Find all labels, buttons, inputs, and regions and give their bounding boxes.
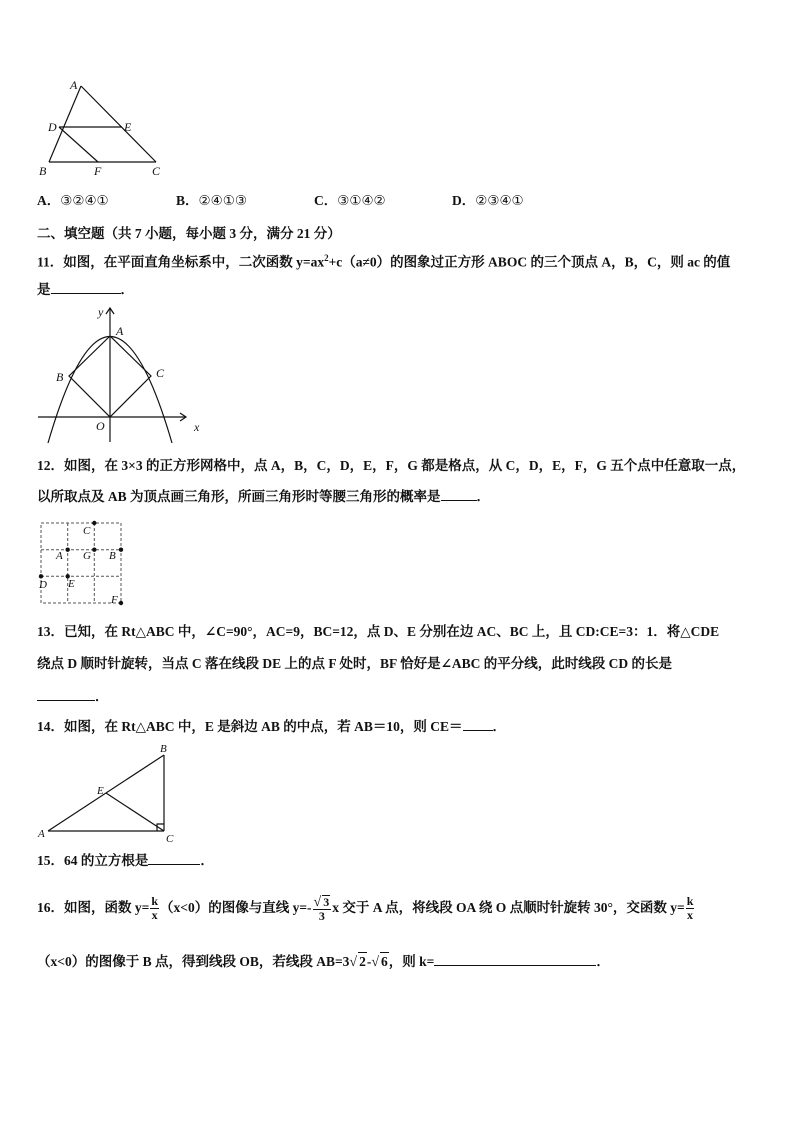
question-16-line2: （x<0）的图像于 B 点，得到线段 OB，若线段 AB=3√ 2-√ 6，则 k= ． [37,954,610,970]
point-label-D: D [48,120,57,134]
question-13-line1: 13．已知，在 Rt△ABC 中，∠C=90°，AC=9，BC=12，点 D、E 分别在边 AC、BC 上，且 CD:CE=3：1．将△CDE [37,624,720,639]
point-label-F: F [111,594,118,606]
question-16-line1: 16．如图，函数 y= $\frac{k}{x}$ （x<0）的图像与直线 y=- $\frac{√ 3}{3}$ x 交于 A 点，将线段 OA 绕 O 点顺时针旋转 30°，交函数 y= $\frac{k}{x}$ [37,894,694,923]
choice-c: C．③①④② [314,193,386,208]
choice-b: B．②④①③ [176,193,247,208]
answer-blank[interactable] [463,718,493,731]
point-label-D: D [39,579,47,591]
point-label-B: B [39,164,47,178]
point-label-C: C [156,366,165,380]
answer-blank[interactable] [441,488,477,501]
answer-blank[interactable] [51,281,121,294]
fraction-k-over-x-2: $\frac{k}{x}$ [686,894,694,923]
right-triangle-figure [36,742,184,846]
point-label-A: A [56,550,63,562]
fraction-sqrt3-over-3: $\frac{√ 3}{3}$ [313,894,330,923]
point-label-B: B [56,370,64,384]
question-12-line1: 12．如图，在 3×3 的正方形网格中，点 A，B，C，D，E，F，G 都是格点，从 C，D，E，F，G 五个点中任意取一点， [37,458,746,473]
point-label-A: A [116,324,124,338]
fraction-k-over-x: $\frac{k}{x}$ [151,894,159,923]
question-11-line1: 11．如图，在平面直角坐标系中，二次函数 $y=ax^2+c(a\ne 0)$的图象过正方形 ABOC 的三个顶点 A，B，C，则 ac 的值 [37,253,731,270]
point-label-C: C [166,833,174,845]
choice-a: A．③②④① [37,193,109,208]
grid-figure [36,518,128,610]
point-label-E: E [68,578,75,590]
point-label-E: E [97,785,104,797]
axis-label-y: y [98,305,104,319]
parabola-figure [36,302,208,450]
answer-blank[interactable] [148,852,200,865]
point-label-A: A [70,78,78,92]
question-12-line2: 以所取点及 AB 为顶点画三角形，所画三角形时等腰三角形的概率是 ． [37,489,491,504]
question-13-line2: 绕点 D 顺时针旋转，当点 C 落在线段 DE 上的点 F 处时，BF 恰好是∠ABC 的平分线，此时线段 CD 的长是 [37,656,673,671]
point-label-O: O [96,419,105,433]
point-label-G: G [83,550,91,562]
point-label-C: C [152,164,161,178]
point-label-B: B [160,743,167,755]
point-label-E: E [124,120,132,134]
question-14: 14．如图，在 Rt△ABC 中，E 是斜边 AB 的中点，若 AB＝10，则 CE＝ ． [37,719,507,734]
question-13-line3: ． [37,688,109,706]
section-heading: 二、填空题（共 7 小题，每小题 3 分，满分 21 分） [37,226,341,241]
point-label-B: B [109,550,116,562]
answer-blank[interactable] [434,953,596,966]
axis-label-x: x [194,420,200,434]
question-15: 15．64 的立方根是 ． [37,853,214,868]
triangle-figure-top [34,74,174,180]
point-label-C: C [83,525,91,537]
answer-blank[interactable] [37,688,95,701]
point-label-A: A [38,828,45,840]
point-label-F: F [94,164,102,178]
choice-d: D．②③④① [452,193,524,208]
question-11-line2: 是 ． [37,282,134,297]
